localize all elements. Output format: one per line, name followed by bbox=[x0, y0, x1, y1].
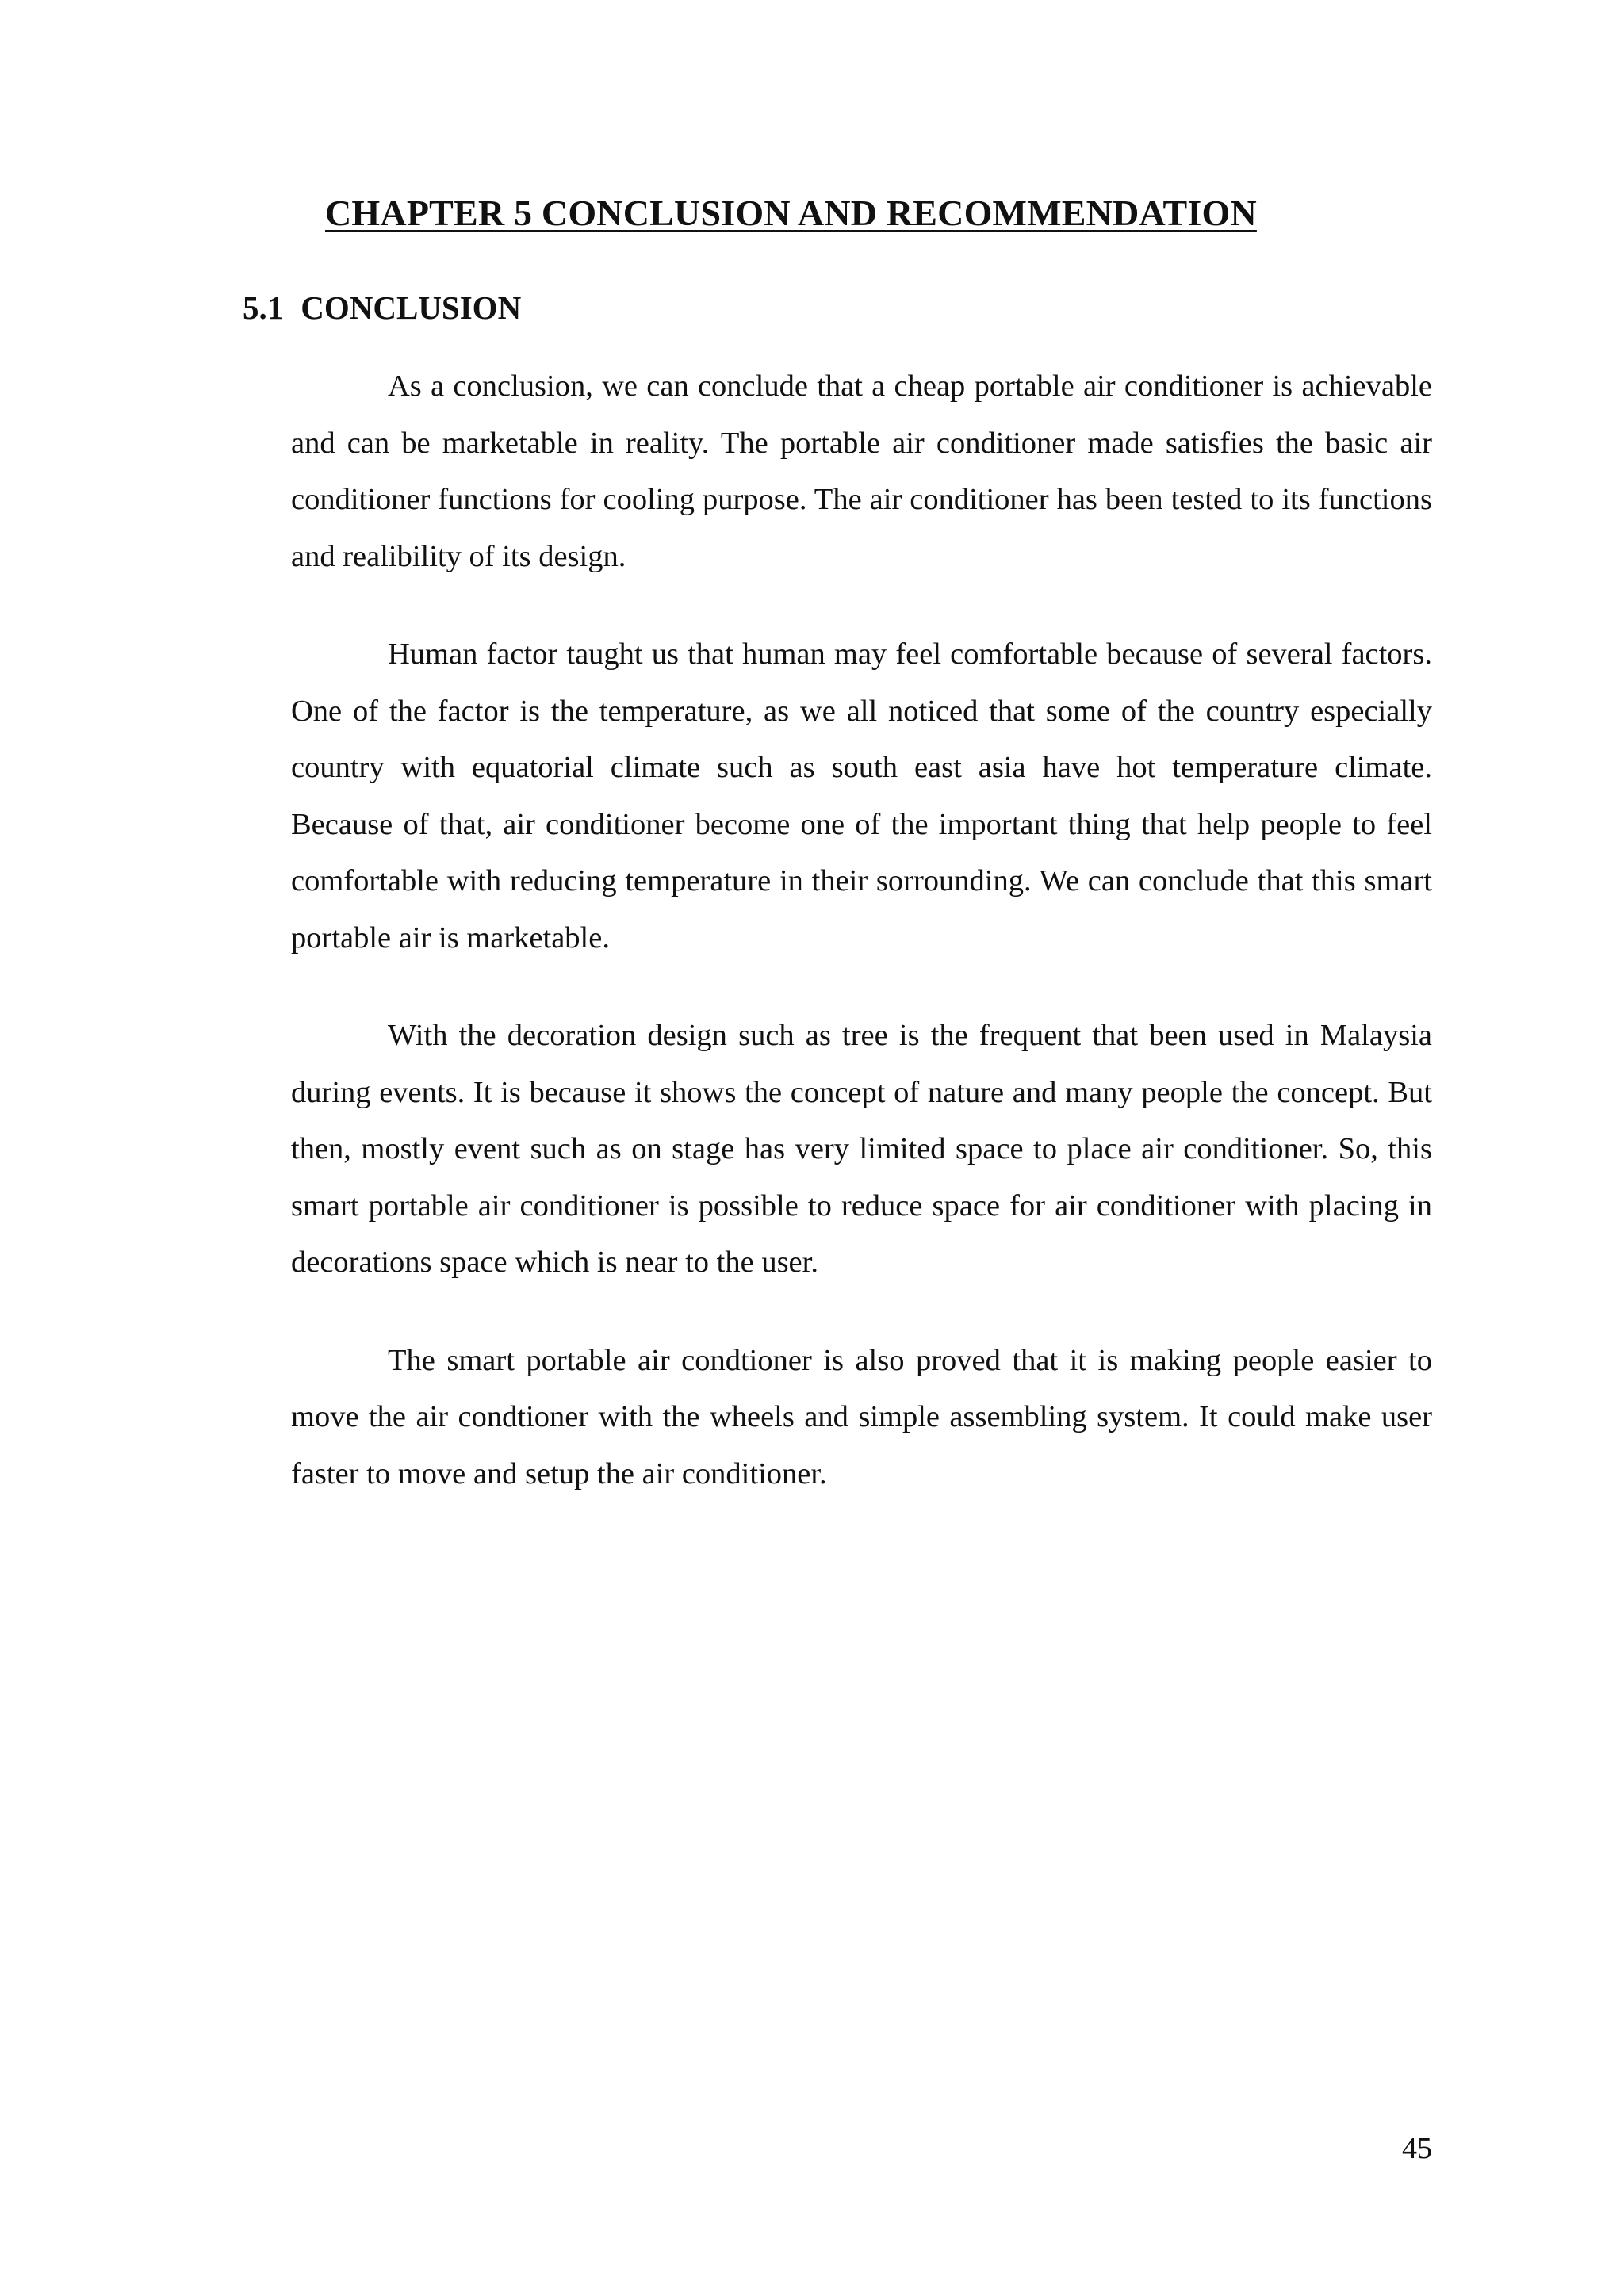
paragraph: With the decoration design such as tree is the frequent that been used in Malaysia during events. It is because it shows the concept of nature and many people the concept. But then, mostly event such as on stage has very limited space to place air conditioner. So, this smart portable air conditioner is possible to reduce space for air conditioner with placing in decorations space which is near to the user. bbox=[291, 1019, 1432, 1279]
chapter-title: CHAPTER 5 CONCLUSION AND RECOMMENDATION bbox=[325, 193, 1257, 233]
paragraph: The smart portable air condtioner is also proved that it is making people easier to move the air condtioner with the wheels and simple assembling system. It could make user faster to move and setup the air conditioner. bbox=[291, 1343, 1432, 1490]
paragraph: As a conclusion, we can conclude that a cheap portable air conditioner is achievable and can be marketable in reality. The portable air conditioner made satisfies the basic air conditioner functions for cooling purpose. The air conditioner has been tested to its functions and realibility of its design. bbox=[291, 369, 1432, 573]
section-title: CONCLUSION bbox=[301, 289, 522, 326]
section-number: 5.1 bbox=[243, 289, 284, 326]
body-text bbox=[291, 358, 1432, 1544]
section-heading bbox=[243, 289, 521, 327]
page-number: 45 bbox=[1402, 2132, 1432, 2165]
paragraph: Human factor taught us that human may feel comfortable because of several factors. One of the factor is the temperature, as we all noticed that some of the country especially country with equatorial climate such as south east asia have hot temperature climate. Because of that, air conditioner become one of the important thing that help people to feel comfortable with reducing temperature in their sorrounding. We can conclude that this smart portable air is marketable. bbox=[291, 637, 1432, 955]
